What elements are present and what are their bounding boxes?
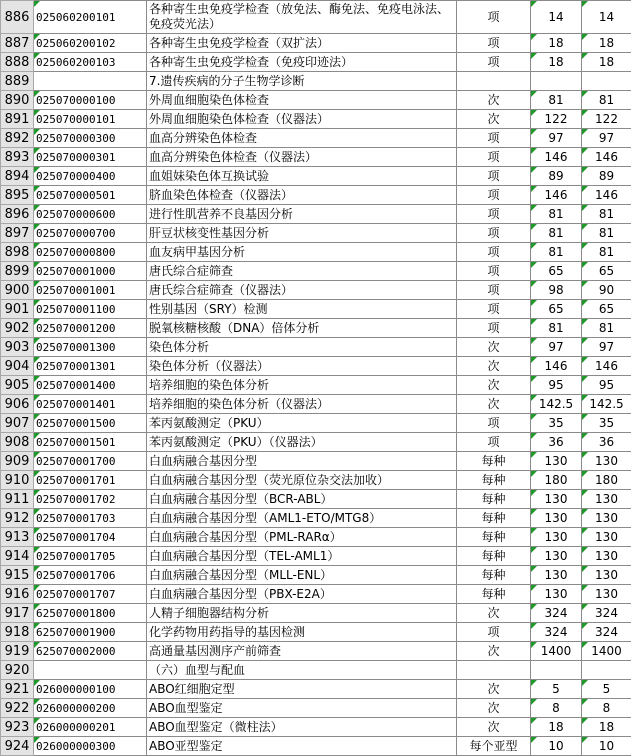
- unit-cell[interactable]: 项: [457, 319, 531, 338]
- item-name-cell[interactable]: 唐氏综合症筛查: [147, 262, 457, 281]
- price-cell[interactable]: [531, 72, 582, 91]
- price-cell[interactable]: 8: [582, 699, 631, 718]
- price-cell[interactable]: 130: [582, 566, 631, 585]
- row-number-cell[interactable]: 904: [1, 357, 34, 376]
- table-row[interactable]: [1, 281, 631, 300]
- item-name-cell[interactable]: 脐血染色体检查（仪器法）: [147, 186, 457, 205]
- item-name-cell[interactable]: ABO血型鉴定（微柱法）: [147, 718, 457, 737]
- item-name-cell[interactable]: 化学药物用药指导的基因检测: [147, 623, 457, 642]
- unit-cell[interactable]: 每种: [457, 528, 531, 547]
- price-cell[interactable]: 1400: [531, 642, 582, 661]
- row-number-cell[interactable]: 896: [1, 205, 34, 224]
- unit-cell[interactable]: 项: [457, 167, 531, 186]
- row-number-cell[interactable]: 922: [1, 699, 34, 718]
- code-cell[interactable]: 026000000200: [34, 699, 147, 718]
- row-number-cell[interactable]: 901: [1, 300, 34, 319]
- price-cell[interactable]: 146: [582, 357, 631, 376]
- code-cell[interactable]: 025070001300: [34, 338, 147, 357]
- price-cell[interactable]: 130: [531, 509, 582, 528]
- unit-cell[interactable]: 每种: [457, 509, 531, 528]
- price-cell[interactable]: 10: [582, 737, 631, 756]
- row-number-cell[interactable]: 898: [1, 243, 34, 262]
- price-cell[interactable]: 130: [531, 452, 582, 471]
- code-cell[interactable]: 025070001703: [34, 509, 147, 528]
- price-cell[interactable]: 146: [531, 186, 582, 205]
- item-name-cell[interactable]: ABO亚型鉴定: [147, 737, 457, 756]
- item-name-cell[interactable]: 各种寄生虫免疫学检查（双扩法）: [147, 34, 457, 53]
- code-cell[interactable]: 025070001700: [34, 452, 147, 471]
- unit-cell[interactable]: 次: [457, 395, 531, 414]
- price-cell[interactable]: 97: [582, 129, 631, 148]
- row-number-cell[interactable]: 893: [1, 148, 34, 167]
- row-number-cell[interactable]: 890: [1, 91, 34, 110]
- item-name-cell[interactable]: 唐氏综合症筛查（仪器法）: [147, 281, 457, 300]
- unit-cell[interactable]: 项: [457, 623, 531, 642]
- unit-cell[interactable]: 次: [457, 91, 531, 110]
- price-cell[interactable]: 95: [531, 376, 582, 395]
- table-row[interactable]: [1, 148, 631, 167]
- code-cell[interactable]: 026000000300: [34, 737, 147, 756]
- item-name-cell[interactable]: 高通量基因测序产前筛查: [147, 642, 457, 661]
- code-cell[interactable]: 025070000800: [34, 243, 147, 262]
- table-row[interactable]: [1, 224, 631, 243]
- item-name-cell[interactable]: ABO血型鉴定: [147, 699, 457, 718]
- table-row[interactable]: [1, 357, 631, 376]
- price-cell[interactable]: 65: [531, 262, 582, 281]
- row-number-cell[interactable]: 913: [1, 528, 34, 547]
- code-cell[interactable]: 025070000400: [34, 167, 147, 186]
- price-cell[interactable]: 65: [531, 300, 582, 319]
- price-cell[interactable]: 98: [531, 281, 582, 300]
- unit-cell[interactable]: 项: [457, 186, 531, 205]
- price-cell[interactable]: 18: [582, 53, 631, 72]
- table-row[interactable]: [1, 338, 631, 357]
- price-cell[interactable]: 142.5: [531, 395, 582, 414]
- table-row[interactable]: [1, 471, 631, 490]
- price-cell[interactable]: 81: [531, 224, 582, 243]
- code-cell[interactable]: 025070001500: [34, 414, 147, 433]
- item-name-cell[interactable]: 各种寄生虫免疫学检查（免疫印迹法）: [147, 53, 457, 72]
- row-number-cell[interactable]: 895: [1, 186, 34, 205]
- row-number-cell[interactable]: 921: [1, 680, 34, 699]
- unit-cell[interactable]: 项: [457, 433, 531, 452]
- unit-cell[interactable]: 项: [457, 281, 531, 300]
- row-number-cell[interactable]: 905: [1, 376, 34, 395]
- code-cell[interactable]: 025070000600: [34, 205, 147, 224]
- price-cell[interactable]: 14: [531, 1, 582, 34]
- row-number-cell[interactable]: 902: [1, 319, 34, 338]
- price-cell[interactable]: 36: [531, 433, 582, 452]
- price-cell[interactable]: 130: [531, 528, 582, 547]
- table-row[interactable]: [1, 1, 631, 34]
- table-row[interactable]: [1, 718, 631, 737]
- unit-cell[interactable]: 次: [457, 642, 531, 661]
- row-number-cell[interactable]: 906: [1, 395, 34, 414]
- price-cell[interactable]: 81: [582, 91, 631, 110]
- price-cell[interactable]: 10: [531, 737, 582, 756]
- item-name-cell[interactable]: 染色体分析（仪器法）: [147, 357, 457, 376]
- item-name-cell[interactable]: 白血病融合基因分型（AML1-ETO/MTG8）: [147, 509, 457, 528]
- item-name-cell[interactable]: 白血病融合基因分型（MLL-ENL）: [147, 566, 457, 585]
- code-cell[interactable]: 025070000301: [34, 148, 147, 167]
- price-cell[interactable]: 18: [582, 718, 631, 737]
- price-cell[interactable]: 130: [582, 509, 631, 528]
- code-cell[interactable]: 025070001705: [34, 547, 147, 566]
- table-row[interactable]: [1, 34, 631, 53]
- code-cell[interactable]: 625070001900: [34, 623, 147, 642]
- row-number-cell[interactable]: 919: [1, 642, 34, 661]
- price-cell[interactable]: 65: [582, 300, 631, 319]
- row-number-cell[interactable]: 888: [1, 53, 34, 72]
- item-name-cell[interactable]: 各种寄生虫免疫学检查（放免法、酶免法、免疫电泳法、免疫荧光法）: [147, 1, 457, 34]
- price-cell[interactable]: 130: [582, 547, 631, 566]
- unit-cell[interactable]: 项: [457, 262, 531, 281]
- unit-cell[interactable]: 每种: [457, 566, 531, 585]
- row-number-cell[interactable]: 886: [1, 1, 34, 34]
- code-cell[interactable]: 025070001301: [34, 357, 147, 376]
- price-cell[interactable]: 81: [531, 205, 582, 224]
- price-cell[interactable]: 81: [582, 319, 631, 338]
- item-name-cell[interactable]: 人精子细胞器结构分析: [147, 604, 457, 623]
- price-cell[interactable]: 130: [582, 585, 631, 604]
- price-cell[interactable]: 97: [582, 338, 631, 357]
- item-name-cell[interactable]: 染色体分析: [147, 338, 457, 357]
- table-row[interactable]: [1, 186, 631, 205]
- unit-cell[interactable]: 次: [457, 357, 531, 376]
- item-name-cell[interactable]: 白血病融合基因分型（荧光原位杂交法加收）: [147, 471, 457, 490]
- table-row[interactable]: [1, 129, 631, 148]
- code-cell[interactable]: 625070002000: [34, 642, 147, 661]
- table-row[interactable]: [1, 167, 631, 186]
- unit-cell[interactable]: 项: [457, 53, 531, 72]
- price-cell[interactable]: 146: [531, 357, 582, 376]
- price-cell[interactable]: 97: [531, 338, 582, 357]
- item-name-cell[interactable]: 血高分辨染色体检查: [147, 129, 457, 148]
- unit-cell[interactable]: 次: [457, 376, 531, 395]
- row-number-cell[interactable]: 909: [1, 452, 34, 471]
- unit-cell[interactable]: 每种: [457, 547, 531, 566]
- unit-cell[interactable]: 项: [457, 34, 531, 53]
- price-cell[interactable]: 81: [582, 224, 631, 243]
- table-row[interactable]: [1, 262, 631, 281]
- item-name-cell[interactable]: 培养细胞的染色体分析: [147, 376, 457, 395]
- price-cell[interactable]: 130: [582, 452, 631, 471]
- row-number-cell[interactable]: 916: [1, 585, 34, 604]
- table-row[interactable]: [1, 509, 631, 528]
- item-name-cell[interactable]: 血姐妹染色体互换试验: [147, 167, 457, 186]
- price-cell[interactable]: 81: [531, 319, 582, 338]
- price-cell[interactable]: 81: [531, 91, 582, 110]
- price-cell[interactable]: 1400: [582, 642, 631, 661]
- table-row[interactable]: [1, 205, 631, 224]
- table-row[interactable]: [1, 91, 631, 110]
- code-cell[interactable]: 026000000100: [34, 680, 147, 699]
- row-number-cell[interactable]: 910: [1, 471, 34, 490]
- code-cell[interactable]: 025070001704: [34, 528, 147, 547]
- row-number-cell[interactable]: 912: [1, 509, 34, 528]
- item-name-cell[interactable]: 白血病融合基因分型（BCR-ABL）: [147, 490, 457, 509]
- price-cell[interactable]: 18: [582, 34, 631, 53]
- item-name-cell[interactable]: 脱氧核糖核酸（DNA）倍体分析: [147, 319, 457, 338]
- table-row[interactable]: [1, 680, 631, 699]
- price-cell[interactable]: 130: [531, 566, 582, 585]
- item-name-cell[interactable]: 7.遗传疾病的分子生物学诊断: [147, 72, 457, 91]
- price-cell[interactable]: 146: [531, 148, 582, 167]
- unit-cell[interactable]: 次: [457, 680, 531, 699]
- price-cell[interactable]: 89: [531, 167, 582, 186]
- code-cell[interactable]: 025060200103: [34, 53, 147, 72]
- price-cell[interactable]: 5: [531, 680, 582, 699]
- price-cell[interactable]: 324: [531, 623, 582, 642]
- price-cell[interactable]: [582, 661, 631, 680]
- price-cell[interactable]: 180: [582, 471, 631, 490]
- code-cell[interactable]: 025070001401: [34, 395, 147, 414]
- table-row[interactable]: [1, 319, 631, 338]
- code-cell[interactable]: 025070000101: [34, 110, 147, 129]
- item-name-cell[interactable]: 培养细胞的染色体分析（仪器法）: [147, 395, 457, 414]
- price-cell[interactable]: [582, 72, 631, 91]
- unit-cell[interactable]: 项: [457, 300, 531, 319]
- code-cell[interactable]: 025060200102: [34, 34, 147, 53]
- price-cell[interactable]: 97: [531, 129, 582, 148]
- table-row[interactable]: [1, 585, 631, 604]
- table-row[interactable]: [1, 604, 631, 623]
- price-cell[interactable]: 122: [582, 110, 631, 129]
- price-cell[interactable]: 324: [531, 604, 582, 623]
- price-cell[interactable]: 130: [531, 547, 582, 566]
- row-number-cell[interactable]: 903: [1, 338, 34, 357]
- item-name-cell[interactable]: 外周血细胞染色体检查: [147, 91, 457, 110]
- table-row[interactable]: [1, 300, 631, 319]
- price-cell[interactable]: 130: [531, 585, 582, 604]
- unit-cell[interactable]: 项: [457, 148, 531, 167]
- price-cell[interactable]: 95: [582, 376, 631, 395]
- item-name-cell[interactable]: 外周血细胞染色体检查（仪器法）: [147, 110, 457, 129]
- code-cell[interactable]: [34, 72, 147, 91]
- table-row[interactable]: [1, 661, 631, 680]
- row-number-cell[interactable]: 892: [1, 129, 34, 148]
- table-row[interactable]: [1, 243, 631, 262]
- price-cell[interactable]: 90: [582, 281, 631, 300]
- code-cell[interactable]: 025070001400: [34, 376, 147, 395]
- price-cell[interactable]: 81: [582, 205, 631, 224]
- table-row[interactable]: [1, 623, 631, 642]
- table-body: [1, 1, 631, 756]
- unit-cell[interactable]: 每种: [457, 585, 531, 604]
- table-row[interactable]: [1, 528, 631, 547]
- row-number-cell[interactable]: 900: [1, 281, 34, 300]
- item-name-cell[interactable]: 进行性肌营养不良基因分析: [147, 205, 457, 224]
- unit-cell[interactable]: 项: [457, 243, 531, 262]
- row-number-cell[interactable]: 894: [1, 167, 34, 186]
- price-cell[interactable]: 18: [531, 34, 582, 53]
- item-name-cell[interactable]: ABO红细胞定型: [147, 680, 457, 699]
- unit-cell[interactable]: 项: [457, 414, 531, 433]
- unit-cell[interactable]: 每种: [457, 471, 531, 490]
- row-number-cell[interactable]: 915: [1, 566, 34, 585]
- price-cell[interactable]: 14: [582, 1, 631, 34]
- code-cell[interactable]: 025070000300: [34, 129, 147, 148]
- table-row[interactable]: [1, 72, 631, 91]
- row-number-cell[interactable]: 889: [1, 72, 34, 91]
- code-cell[interactable]: 025060200101: [34, 1, 147, 34]
- row-number-cell[interactable]: 920: [1, 661, 34, 680]
- row-number-cell[interactable]: 897: [1, 224, 34, 243]
- price-cell[interactable]: 36: [582, 433, 631, 452]
- table-row[interactable]: [1, 110, 631, 129]
- price-cell[interactable]: 130: [582, 490, 631, 509]
- unit-cell[interactable]: 每种: [457, 490, 531, 509]
- row-number-cell[interactable]: 924: [1, 737, 34, 756]
- table-row[interactable]: [1, 376, 631, 395]
- row-number-cell[interactable]: 908: [1, 433, 34, 452]
- unit-cell[interactable]: 项: [457, 205, 531, 224]
- code-cell[interactable]: 025070001501: [34, 433, 147, 452]
- table-row[interactable]: [1, 395, 631, 414]
- unit-cell[interactable]: 项: [457, 129, 531, 148]
- unit-cell[interactable]: [457, 72, 531, 91]
- code-cell[interactable]: 025070000700: [34, 224, 147, 243]
- code-cell[interactable]: 025070001707: [34, 585, 147, 604]
- table-row[interactable]: [1, 642, 631, 661]
- price-cell[interactable]: 89: [582, 167, 631, 186]
- price-cell[interactable]: 180: [531, 471, 582, 490]
- price-cell[interactable]: 81: [582, 243, 631, 262]
- row-number-cell[interactable]: 917: [1, 604, 34, 623]
- item-name-cell[interactable]: 白血病融合基因分型（PBX-E2A）: [147, 585, 457, 604]
- row-number-cell[interactable]: 918: [1, 623, 34, 642]
- item-name-cell[interactable]: 苯丙氨酸测定（PKU）（仪器法）: [147, 433, 457, 452]
- unit-cell[interactable]: 次: [457, 338, 531, 357]
- price-cell[interactable]: 146: [582, 148, 631, 167]
- price-cell[interactable]: 65: [582, 262, 631, 281]
- code-cell[interactable]: 025070001702: [34, 490, 147, 509]
- price-cell[interactable]: 146: [582, 186, 631, 205]
- table-row[interactable]: [1, 699, 631, 718]
- price-cell[interactable]: [531, 661, 582, 680]
- table-row[interactable]: [1, 433, 631, 452]
- row-number-cell[interactable]: 911: [1, 490, 34, 509]
- code-cell[interactable]: 026000000201: [34, 718, 147, 737]
- code-cell[interactable]: 025070001001: [34, 281, 147, 300]
- price-cell[interactable]: 142.5: [582, 395, 631, 414]
- item-name-cell[interactable]: 苯丙氨酸测定（PKU）: [147, 414, 457, 433]
- table-row[interactable]: [1, 452, 631, 471]
- item-name-cell[interactable]: 肝豆状核变性基因分析: [147, 224, 457, 243]
- item-name-cell[interactable]: 血友病甲基因分析: [147, 243, 457, 262]
- unit-cell[interactable]: 每种: [457, 452, 531, 471]
- code-cell[interactable]: 025070001100: [34, 300, 147, 319]
- unit-cell[interactable]: 项: [457, 1, 531, 34]
- price-cell[interactable]: 130: [531, 490, 582, 509]
- unit-cell[interactable]: 次: [457, 110, 531, 129]
- unit-cell[interactable]: [457, 661, 531, 680]
- price-cell[interactable]: 324: [582, 623, 631, 642]
- unit-cell[interactable]: 次: [457, 718, 531, 737]
- code-cell[interactable]: 025070000100: [34, 91, 147, 110]
- table-row[interactable]: [1, 53, 631, 72]
- unit-cell[interactable]: 项: [457, 224, 531, 243]
- row-number-cell[interactable]: 891: [1, 110, 34, 129]
- item-name-cell[interactable]: 白血病融合基因分型: [147, 452, 457, 471]
- code-cell[interactable]: 025070000501: [34, 186, 147, 205]
- row-number-cell[interactable]: 914: [1, 547, 34, 566]
- price-cell[interactable]: 18: [531, 718, 582, 737]
- item-name-cell[interactable]: （六）血型与配血: [147, 661, 457, 680]
- table-row[interactable]: [1, 490, 631, 509]
- price-cell[interactable]: 122: [531, 110, 582, 129]
- row-number-cell[interactable]: 887: [1, 34, 34, 53]
- price-cell[interactable]: 130: [582, 528, 631, 547]
- code-cell[interactable]: 025070001701: [34, 471, 147, 490]
- row-number-cell[interactable]: 899: [1, 262, 34, 281]
- code-cell[interactable]: 025070001706: [34, 566, 147, 585]
- unit-cell[interactable]: 次: [457, 699, 531, 718]
- table-row[interactable]: [1, 547, 631, 566]
- unit-cell[interactable]: 次: [457, 604, 531, 623]
- item-name-cell[interactable]: 白血病融合基因分型（TEL-AML1）: [147, 547, 457, 566]
- price-cell[interactable]: 35: [531, 414, 582, 433]
- unit-cell[interactable]: 每个亚型: [457, 737, 531, 756]
- price-cell[interactable]: 5: [582, 680, 631, 699]
- table-row[interactable]: [1, 566, 631, 585]
- code-cell[interactable]: 025070001000: [34, 262, 147, 281]
- item-name-cell[interactable]: 血高分辨染色体检查（仪器法）: [147, 148, 457, 167]
- item-name-cell[interactable]: 性别基因（SRY）检测: [147, 300, 457, 319]
- code-cell[interactable]: 025070001200: [34, 319, 147, 338]
- item-name-cell[interactable]: 白血病融合基因分型（PML-RARα）: [147, 528, 457, 547]
- code-cell[interactable]: 625070001800: [34, 604, 147, 623]
- row-number-cell[interactable]: 923: [1, 718, 34, 737]
- price-cell[interactable]: 35: [582, 414, 631, 433]
- price-cell[interactable]: 324: [582, 604, 631, 623]
- price-cell[interactable]: 18: [531, 53, 582, 72]
- row-number-cell[interactable]: 907: [1, 414, 34, 433]
- table-row[interactable]: [1, 414, 631, 433]
- price-cell[interactable]: 81: [531, 243, 582, 262]
- price-cell[interactable]: 8: [531, 699, 582, 718]
- code-cell[interactable]: [34, 661, 147, 680]
